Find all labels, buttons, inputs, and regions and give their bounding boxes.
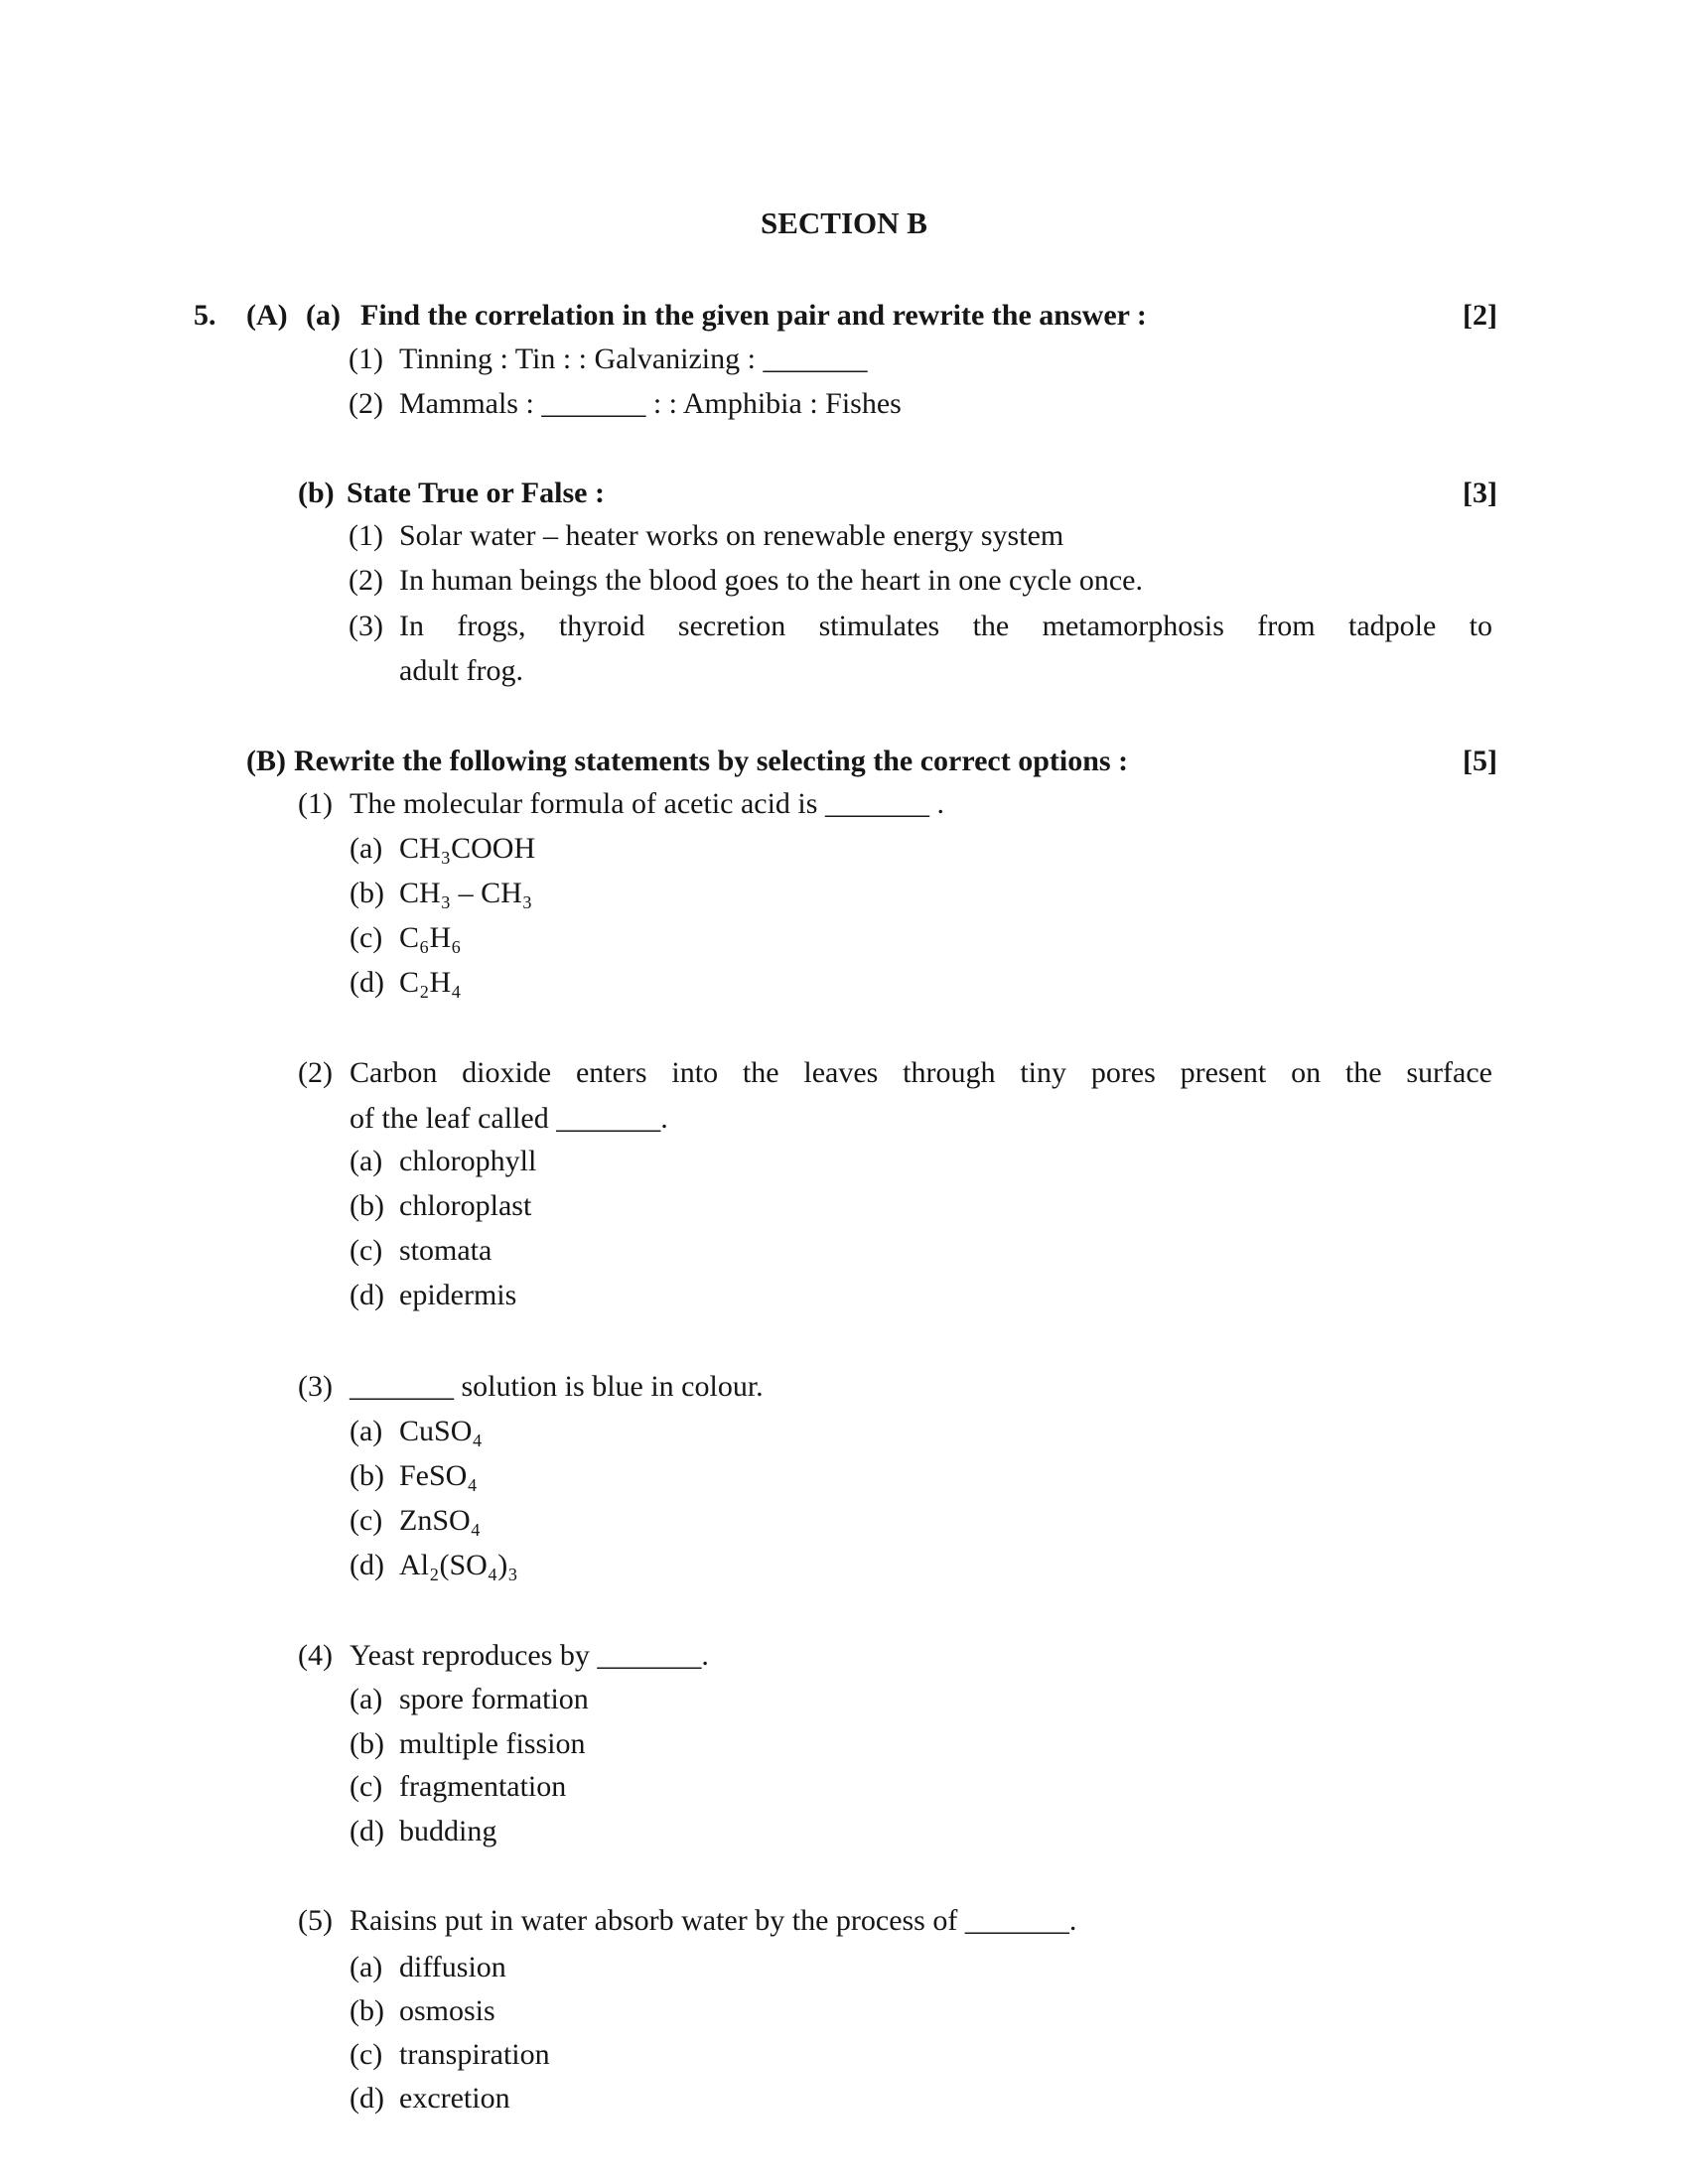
- option-text: osmosis: [399, 1994, 495, 2027]
- option-text: chlorophyll: [399, 1145, 537, 1177]
- true-false-item-1: [0, 514, 1688, 558]
- option-text: diffusion: [399, 1951, 506, 1983]
- option-label: (b): [350, 1727, 384, 1760]
- part-b-label: (B): [246, 745, 286, 777]
- part-b-heading: Rewrite the following statements by selecting the correct options :: [294, 745, 1129, 777]
- part-a-sub-a-heading: Find the correlation in the given pair and rewrite the answer :: [360, 299, 1147, 332]
- option-text: CH₃ – CH₃: [399, 877, 533, 909]
- option-text: stomata: [399, 1234, 492, 1267]
- item-number: (2): [349, 387, 383, 420]
- item-text: Mammals : _______ : : Amphibia : Fishes: [399, 387, 902, 420]
- option-text: chloroplast: [399, 1189, 532, 1222]
- question-item-text: The molecular formula of acetic acid is _______ .: [350, 787, 944, 820]
- item-number: (1): [349, 342, 383, 375]
- option-label: (d): [350, 1279, 384, 1311]
- part-a-item-1: [0, 338, 1688, 381]
- part-a-label: (A): [246, 299, 288, 332]
- option-label: (b): [350, 1994, 384, 2027]
- part-a-marks-badge: [2]: [1463, 299, 1497, 332]
- part-b-marks-badge: [5]: [1463, 745, 1497, 777]
- mcq-option: [0, 2033, 1688, 2077]
- mcq-option: [0, 872, 1688, 915]
- option-text: fragmentation: [399, 1770, 567, 1803]
- part-a-sub-b-label: (b): [298, 477, 335, 509]
- mcq-option: [0, 1499, 1688, 1543]
- item-number: (1): [349, 519, 383, 552]
- mcq-option: [0, 1274, 1688, 1317]
- mcq-question-2-number: (2): [298, 1056, 333, 1089]
- option-label: (a): [350, 1415, 383, 1447]
- item-text: In human beings the blood goes to the heart in one cycle once.: [399, 564, 1143, 597]
- option-label: (b): [350, 877, 384, 909]
- question-number: 5.: [194, 299, 216, 332]
- mcq-option: [0, 1678, 1688, 1721]
- part-a-sub-a-label: (a): [306, 299, 341, 332]
- option-label: (a): [350, 1145, 383, 1177]
- mcq-option: [0, 1722, 1688, 1766]
- mcq-option: [0, 1410, 1688, 1453]
- question-item-text: _______ solution is blue in colour.: [350, 1370, 764, 1403]
- option-label: (d): [350, 1549, 384, 1581]
- question-item-number: (4): [298, 1639, 333, 1672]
- option-label: (d): [350, 1815, 384, 1847]
- item-number: (2): [349, 564, 383, 597]
- option-label: (b): [350, 1189, 384, 1222]
- part-a-heading-row: [0, 294, 1688, 338]
- item-text: Solar water – heater works on renewable energy system: [399, 519, 1064, 552]
- mcq-question-1: [0, 782, 1688, 826]
- option-text: FeSO₄: [399, 1459, 478, 1492]
- option-text: spore formation: [399, 1683, 589, 1715]
- mcq-question-4: [0, 1634, 1688, 1678]
- mcq-option: [0, 1140, 1688, 1183]
- question-item-number: (1): [298, 787, 333, 820]
- mcq-question-3: [0, 1365, 1688, 1409]
- option-label: (c): [350, 1234, 383, 1267]
- mcq-option: [0, 827, 1688, 871]
- part-b-heading-row: [0, 740, 1688, 783]
- mcq-question-2-paragraph: [350, 1050, 1492, 1142]
- true-false-item-3-paragraph: [399, 604, 1492, 693]
- option-label: (b): [350, 1459, 384, 1492]
- part-b-small-heading-row: [0, 472, 1688, 515]
- question-item-number: (5): [298, 1904, 333, 1937]
- mcq-option: [0, 1810, 1688, 1853]
- mcq-option: [0, 916, 1688, 960]
- question-item-text: Raisins put in water absorb water by the process of _______.: [350, 1904, 1077, 1937]
- part-a-item-2: [0, 382, 1688, 426]
- item-text: Tinning : Tin : : Galvanizing : _______: [399, 342, 868, 375]
- option-label: (a): [350, 1683, 383, 1715]
- mcq-option: [0, 1989, 1688, 2033]
- question-item-number: (3): [298, 1370, 333, 1403]
- option-text: multiple fission: [399, 1727, 586, 1760]
- option-text: CH₃COOH: [399, 832, 536, 865]
- mcq-question-5: [0, 1899, 1688, 1943]
- option-label: (d): [350, 2082, 384, 2115]
- option-text: excretion: [399, 2082, 510, 2115]
- mcq-option: [0, 1765, 1688, 1809]
- mcq-option: [0, 1184, 1688, 1228]
- option-label: (a): [350, 1951, 383, 1983]
- mcq-option: [0, 1229, 1688, 1273]
- option-label: (d): [350, 966, 384, 999]
- option-text: Al₂(SO₄)₃: [399, 1549, 518, 1581]
- mcq-option: [0, 1454, 1688, 1498]
- paragraph-line: Carbon dioxide enters into the leaves through tiny pores present on the surface: [350, 1056, 1492, 1089]
- mcq-option: [0, 2077, 1688, 2120]
- option-text: epidermis: [399, 1279, 517, 1311]
- option-text: ZnSO₄: [399, 1504, 482, 1537]
- paragraph-line: adult frog.: [399, 654, 523, 687]
- paragraph-line: In frogs, thyroid secretion stimulates the metamorphosis from tadpole to: [399, 610, 1492, 642]
- true-false-item-3-number: (3): [349, 610, 383, 642]
- option-label: (c): [350, 1770, 383, 1803]
- option-label: (a): [350, 832, 383, 865]
- section-title: SECTION B: [761, 205, 927, 240]
- option-text: transpiration: [399, 2038, 550, 2071]
- question-item-text: Yeast reproduces by _______.: [350, 1639, 709, 1672]
- option-text: CuSO₄: [399, 1415, 483, 1447]
- option-label: (c): [350, 921, 383, 954]
- paragraph-line: of the leaf called _______.: [350, 1102, 668, 1135]
- mcq-option: [0, 961, 1688, 1005]
- option-text: C₆H₆: [399, 921, 462, 954]
- option-label: (c): [350, 2038, 383, 2071]
- option-text: budding: [399, 1815, 497, 1847]
- part-a-sub-b-heading: State True or False :: [347, 477, 605, 509]
- part-a-sub-b-marks-badge: [3]: [1463, 477, 1497, 509]
- mcq-option: [0, 1544, 1688, 1587]
- option-text: C₂H₄: [399, 966, 462, 999]
- true-false-item-2: [0, 559, 1688, 603]
- mcq-option: [0, 1946, 1688, 1989]
- option-label: (c): [350, 1504, 383, 1537]
